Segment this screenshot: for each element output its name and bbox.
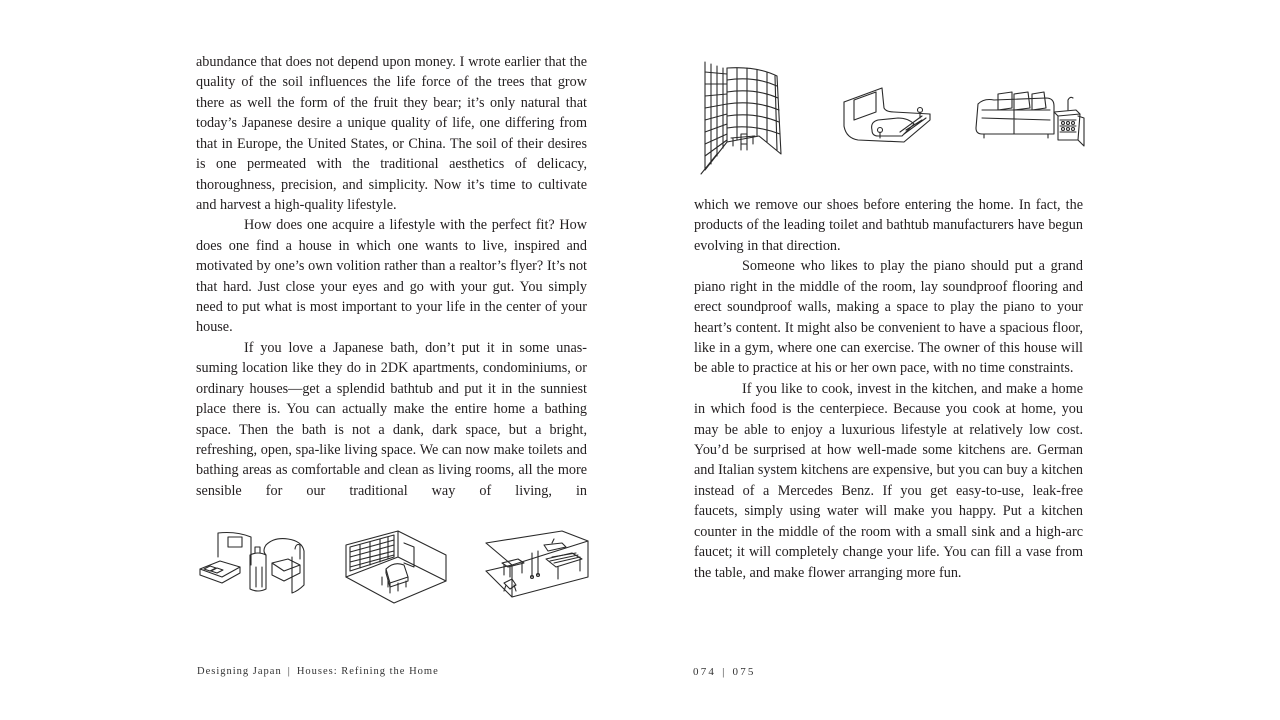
paragraph: How does one acquire a lifestyle with the perfect fit? How does one find a house in which one wants to live, inspired and motivated by one’s own volition rather than a realtor’s flyer? It’s not that hard. Just close your eyes and go with your gut. You simply need to put what is most important to your life in the center of your house. [196, 217, 587, 336]
bathtub-space-illustration [842, 82, 934, 144]
page-number-right: 075 [732, 666, 756, 678]
page-numbers [693, 666, 756, 678]
paragraph: Someone who likes to play the piano should put a grand piano right in the middle of the room, lay soundproof flooring and erect soundproof walls, making a space to play the piano to your heart’s content. It might also be convenient to have a spacious floor, like in a gym, where one can exercise. The owner of this house will be able to practice at his or her own pace, with no time constraints. [694, 258, 1083, 377]
paragraph: If you like to cook, invest in the kitchen, and make a home in which food is the centerpiece. Because you cook at home, you may be able to enjoy a luxurious lifestyle at relatively low cost. You’d be surprised at how well-made some kitchens are. German and Italian system kitchens are expensive, but you can buy a kitchen instead of a Mercedes Benz. If you get easy-to-use, leak-free faucets, simply using water will make you happy. Put a kitchen counter in the middle of the room with a small sink and a high-arc faucet; it will completely change your life. You can fill a vase from the table, and make flower arranging more fun. [694, 380, 1083, 581]
paragraph: which we remove our shoes before entering the home. In fact, the products of the leading toilet and bathtub manufacturers have begun evolving in that direction. [694, 197, 1083, 254]
library-room-illustration [697, 58, 787, 176]
page-number-left: 074 [693, 666, 717, 678]
right-page [640, 0, 1280, 720]
chapter-title: Houses: Refining the Home [296, 666, 439, 677]
bath-house-illustration [196, 527, 311, 605]
left-page-body-text [196, 52, 587, 501]
running-footer [197, 666, 439, 677]
paragraph: If you love a Japanese bath, don’t put it in some unassuming location like they do in 2DK apartments, condominiums, or ordinary houses—get a splendid bathtub and put it in the sunniest place there is. You can actually make the entire home a bathing space. Then the bath is not a dank, dark space, but a bright, refreshing, open, spa-like living space. We can now make toilets and bathing areas as comfortable and clean as living rooms, all the more sensible for our traditional way of living, in [196, 339, 587, 499]
kitchen-room-illustration [482, 527, 592, 605]
paragraph: abundance that does not depend upon money. I wrote earlier that the quality of the soil influences the life force of the trees that grow there as well the form of the fruit they bear; it’s only natural that today’s Japanese desire a unique quality of life, one differing from that in Europe, the United States, or China. The soil of their desires is one permeated with the traditional aesthetics of delicacy, thoroughness, precision, and simplicity. Now it’s time to cultivate and harvest a high-quality lifestyle. [196, 54, 587, 213]
footer-separator: | [287, 666, 291, 677]
sofa-kitchenette-illustration [974, 88, 1086, 148]
book-title: Designing Japan [197, 666, 282, 677]
piano-room-illustration [342, 527, 450, 605]
page-number-separator: | [722, 666, 727, 678]
right-page-body-text [694, 195, 1083, 583]
